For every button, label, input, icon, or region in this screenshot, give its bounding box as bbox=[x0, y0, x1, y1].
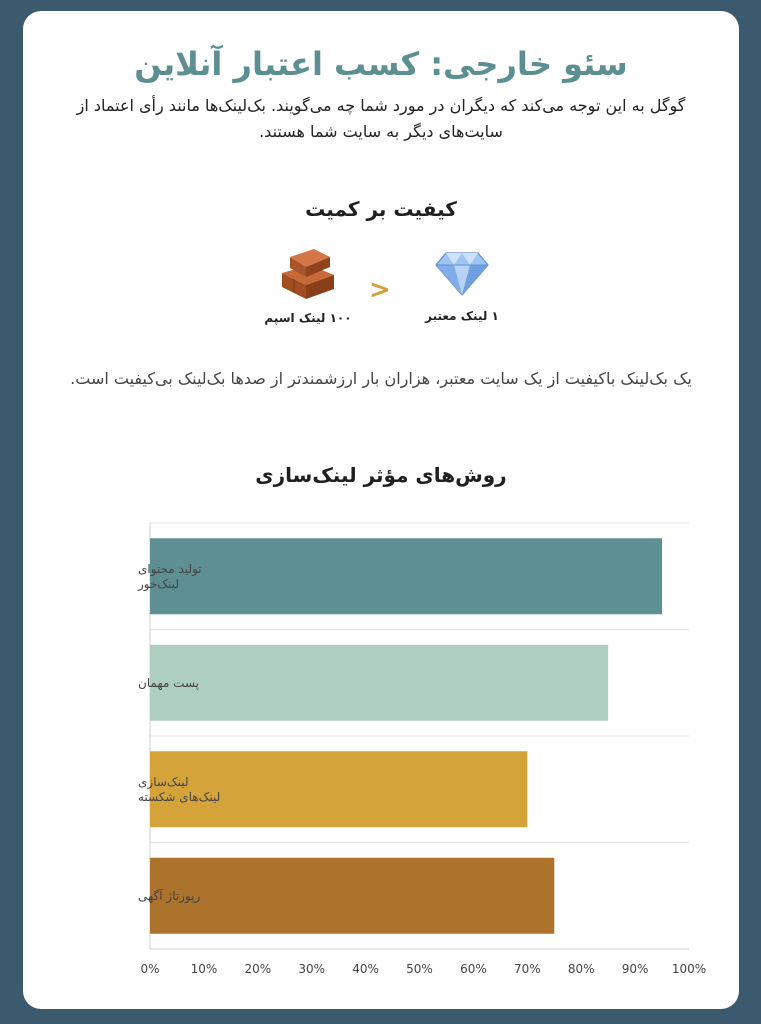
diamond-icon bbox=[432, 243, 492, 299]
category-label-line: لینک‌خور bbox=[138, 576, 180, 591]
quality-heading: کیفیت بر کمیت bbox=[305, 197, 457, 221]
infographic-card bbox=[23, 11, 739, 1009]
bricks-icon bbox=[276, 243, 340, 301]
link-building-chart bbox=[23, 511, 739, 991]
good-link-label: ۱ لینک معتبر bbox=[425, 309, 499, 323]
bar-4 bbox=[150, 858, 554, 934]
x-tick-label: 30% bbox=[298, 962, 326, 976]
x-tick-label: 100% bbox=[671, 962, 707, 976]
x-tick-label: 80% bbox=[567, 962, 595, 976]
page-title: سئو خارجی: کسب اعتبار آنلاین bbox=[134, 45, 628, 83]
category-label-line: پست مهمان bbox=[138, 675, 200, 690]
x-tick-label: 20% bbox=[244, 962, 272, 976]
greater-than-symbol: > bbox=[369, 275, 391, 305]
quality-note: یک بک‌لینک باکیفیت از یک سایت معتبر، هزاران بار ارزشمندتر از صدها بک‌لینک بی‌کیفیت است. bbox=[70, 369, 692, 388]
x-tick-label: 40% bbox=[352, 962, 379, 976]
x-tick-label: 0% bbox=[140, 962, 160, 976]
spam-link-label: ۱۰۰ لینک اسپم bbox=[264, 311, 352, 325]
x-tick-label: 50% bbox=[406, 962, 433, 976]
chart-svg bbox=[23, 511, 739, 991]
x-tick-label: 60% bbox=[460, 962, 487, 976]
bar-1 bbox=[150, 538, 662, 614]
x-tick-label: 90% bbox=[621, 962, 649, 976]
chart-heading: روش‌های مؤثر لینک‌سازی bbox=[255, 463, 507, 487]
x-tick-label: 10% bbox=[190, 962, 218, 976]
x-tick-label: 70% bbox=[513, 962, 541, 976]
quality-comparison bbox=[23, 243, 739, 343]
category-label-line: تولید محتوای bbox=[138, 561, 202, 576]
spam-link-item bbox=[238, 243, 378, 325]
category-label bbox=[138, 676, 199, 690]
category-label-line: لینک‌های شکسته bbox=[138, 789, 221, 804]
good-link-item bbox=[392, 243, 532, 323]
bar-2 bbox=[150, 645, 608, 721]
category-label-line: لینک‌سازی bbox=[138, 774, 189, 789]
category-label bbox=[138, 888, 201, 904]
intro-text: گوگل به این توجه می‌کند که دیگران در مورد شما چه می‌گویند. بک‌لینک‌ها مانند رأی اعتماد از سایت‌های دیگر به سایت شما هستند. bbox=[76, 96, 686, 141]
category-label-line: رپورتاژ آگهی bbox=[138, 888, 201, 903]
